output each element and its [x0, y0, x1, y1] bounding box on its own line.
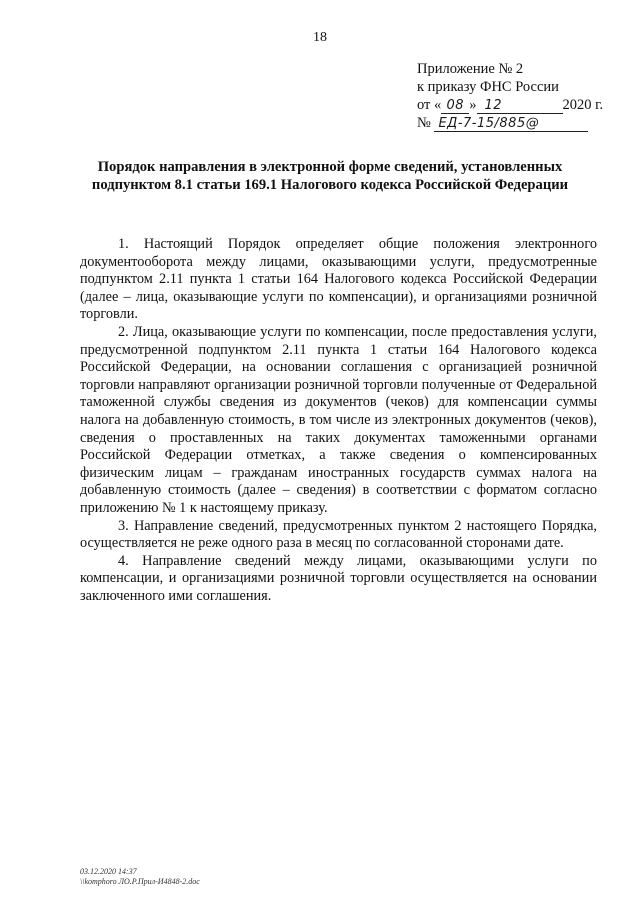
- footer-timestamp: 03.12.2020 14:37: [80, 867, 137, 876]
- page-number: 18: [313, 30, 327, 45]
- appendix-order-ref: к приказу ФНС России: [417, 79, 559, 95]
- title-line-2: подпунктом 8.1 статьи 169.1 Налогового кодекса Российской Федерации: [91, 177, 569, 193]
- title-line-1: Порядок направления в электронной форме сведений, установленных: [97, 159, 563, 175]
- file-footer: [80, 867, 200, 887]
- document-body: [80, 236, 597, 605]
- appendix-header: [417, 60, 617, 132]
- appendix-number: [417, 114, 617, 132]
- date-month-handwritten: 12: [477, 99, 563, 114]
- date-mid: »: [469, 97, 477, 113]
- order-number-handwritten: ЕД-7-15/885@: [434, 117, 588, 132]
- paragraph-1: 1. Настоящий Порядок определяет общие положения электронного документооборота между лицами, оказывающими услуги, предусмотренные подпунктом 2.11 пункта 1 статьи 164 Налогового кодекса Российской Федерации (далее – лица, оказывающие услуги по компенсации), и организациями розничной торговли.: [80, 236, 597, 323]
- appendix-title: Приложение № 2: [417, 61, 524, 77]
- paragraph-3: 3. Направление сведений, предусмотренных пунктом 2 настоящего Порядка, осуществляется не реже одного раза в месяц по согласованной сторонами дате.: [80, 517, 597, 552]
- paragraph-4: 4. Направление сведений между лицами, оказывающими услуги по компенсации, и организациями розничной торговли осуществляется на основании заключенного ими соглашения.: [80, 552, 597, 604]
- number-prefix: №: [417, 115, 431, 131]
- appendix-date: [417, 96, 617, 114]
- date-prefix: от «: [417, 97, 442, 113]
- paragraph-2: 2. Лица, оказывающие услуги по компенсации, после предоставления услуги, предусмотренной подпунктом 2.11 пункта 1 статьи 164 Налогового кодекса Российской Федерации, на основании соглашения с организацией розничной торговли направляют организации розничной торговли полученные от Федеральной таможенной службы сведения из документов (чеков) для компенсации суммы налога на добавленную стоимость, в том числе из электронных документов (чеков), сведения о проставленных на таких документах таможенными органами Российской Федерации отметках, а также сведения о компенсированных физическим лицам – гражданам иностранных государств суммах налога на добавленную стоимость (далее – сведения) в соответствии с форматом согласно приложению № 1 к настоящему приказу.: [80, 323, 597, 516]
- document-title: [60, 158, 600, 194]
- footer-filepath: \\komphoro ЛО.Р.Прил-И4848-2.doc: [80, 877, 200, 886]
- date-year: 2020 г.: [562, 97, 604, 113]
- date-day-handwritten: 08: [441, 99, 469, 114]
